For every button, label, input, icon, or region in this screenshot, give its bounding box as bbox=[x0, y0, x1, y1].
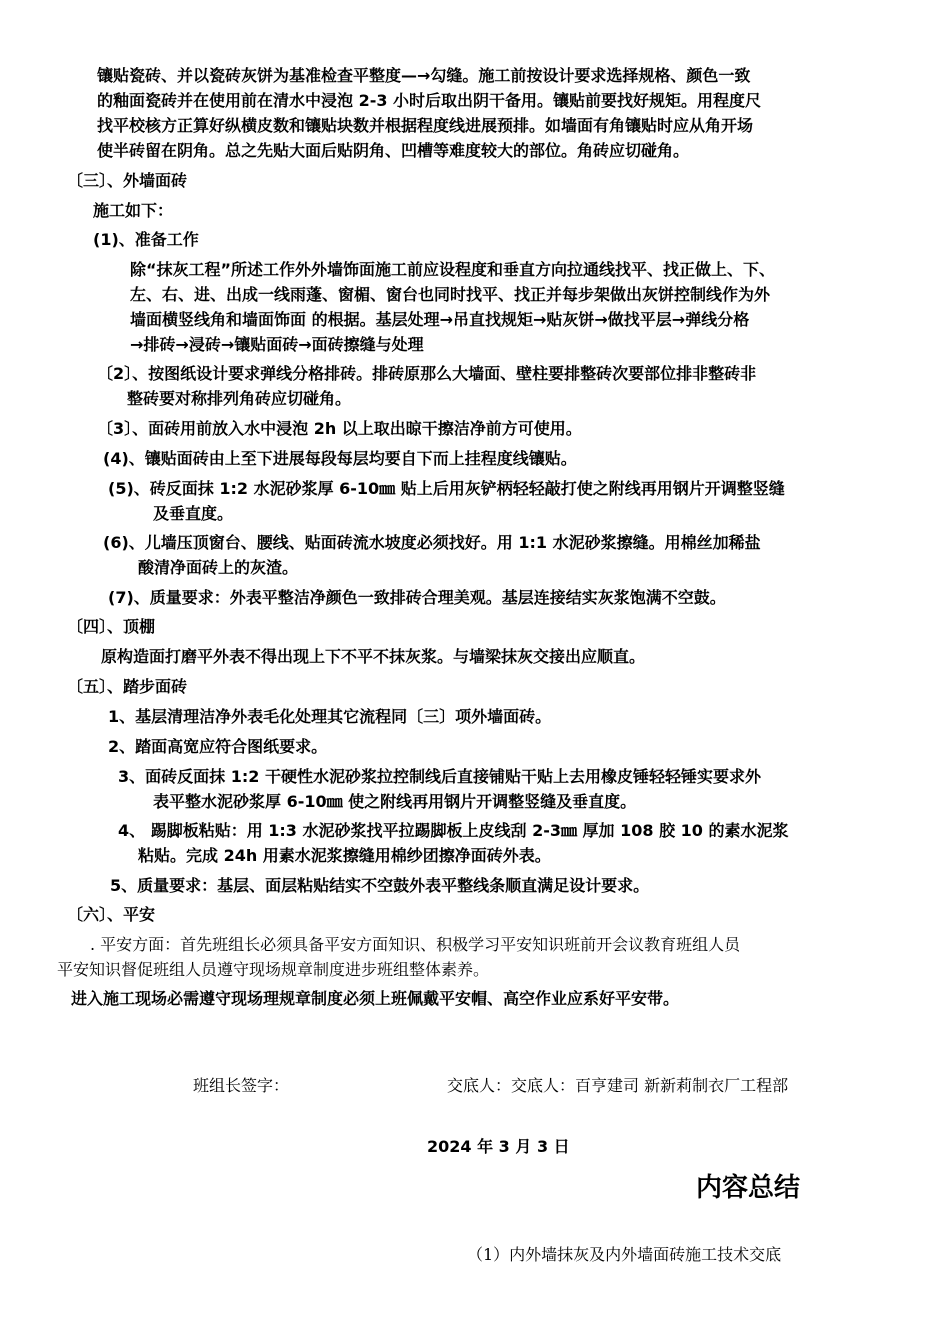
body-line-4: 使半砖留在阴角。总之先贴大面后贴阴角、凹槽等难度较大的部位。角砖应切碰角。 bbox=[97, 141, 690, 160]
item-5-line-2: 及垂直度。 bbox=[153, 504, 234, 523]
section-heading-5: 〔五〕、踏步面砖 bbox=[67, 677, 188, 696]
step-item-5: 5、质量要求：基层、面层粘贴结实不空鼓外表平整线条顺直满足设计要求。 bbox=[110, 876, 650, 895]
body-line-3: 找平校核方正算好纵横皮数和镶贴块数并根据程度线进展预排。如墙面有角镶贴时应从角开场 bbox=[97, 116, 754, 135]
summary-item: （1）内外墙抹灰及内外墙面砖施工技术交底 bbox=[467, 1245, 782, 1264]
body-line-prep-3: 墙面横竖线角和墙面饰面 的根据。基层处理→吊直找规矩→贴灰饼→做找平层→弹线分格 bbox=[130, 310, 750, 329]
item-6-line-2: 酸清净面砖上的灰渣。 bbox=[138, 558, 299, 577]
body-line-1: 镶贴瓷砖、并以瓷砖灰饼为基准检查平整度—→勾缝。施工前按设计要求选择规格、颜色一致 bbox=[97, 66, 751, 85]
section-heading-3: 〔三〕、外墙面砖 bbox=[67, 171, 188, 190]
body-line-prep-4: →排砖→浸砖→镶贴面砖→面砖擦缝与处理 bbox=[130, 335, 424, 354]
section-heading-4: 〔四〕、顶棚 bbox=[67, 617, 156, 636]
ceiling-line: 原构造面打磨平外表不得出现上下不平不抹灰浆。与墙梁抹灰交接出应顺直。 bbox=[101, 647, 646, 666]
item-2-line-1: 〔2〕、按图纸设计要求弹线分格排砖。排砖原那么大墙面、壁柱要排整砖次要部位排非整砖非 bbox=[97, 364, 757, 383]
step-item-4-line-1: 4、 踢脚板粘贴：用 1:3 水泥砂浆找平拉踢脚板上皮线刮 2-3㎜ 厚加 108 胶 10 的素水泥浆 bbox=[118, 821, 789, 840]
section-heading-6: 〔六〕、平安 bbox=[67, 905, 156, 924]
step-item-1: 1、基层清理洁净外表毛化处理其它流程同〔三〕项外墙面砖。 bbox=[108, 707, 552, 726]
item-3-line: 〔3〕、面砖用前放入水中浸泡 2h 以上取出晾干擦洁净前方可使用。 bbox=[97, 419, 582, 438]
team-leader-signature-label: 班组长签字： bbox=[193, 1076, 290, 1095]
subheading-preparation: (1)、准备工作 bbox=[93, 230, 199, 249]
item-7-line: (7)、质量要求：外表平整洁净颜色一致排砖合理美观。基层连接结实灰浆饱满不空鼓。 bbox=[108, 588, 726, 607]
step-item-2: 2、踏面高宽应符合图纸要求。 bbox=[108, 737, 328, 756]
step-item-3-line-1: 3、面砖反面抹 1:2 干硬性水泥砂浆拉控制线后直接铺贴干贴上去用橡皮锤轻轻锤实要求外 bbox=[118, 767, 761, 786]
body-line-2: 的釉面瓷砖并在使用前在清水中浸泡 2-3 小时后取出阴干备用。镶贴前要找好规矩。用程度尺 bbox=[97, 91, 762, 110]
body-line-construction: 施工如下： bbox=[93, 201, 174, 220]
step-item-3-line-2: 表平整水泥砂浆厚 6-10㎜ 使之附线再用钢片开调整竖缝及垂直度。 bbox=[153, 792, 637, 811]
item-5-line-1: (5)、砖反面抹 1:2 水泥砂浆厚 6-10㎜ 贴上后用灰铲柄轻轻敲打使之附线再用钢片开调整竖缝 bbox=[108, 479, 785, 498]
item-4-line: (4)、镶贴面砖由上至下进展每段每层均要自下而上挂程度线镶贴。 bbox=[103, 449, 577, 468]
body-line-prep-2: 左、右、进、出成一线雨蓬、窗楣、窗台也同时找平、找正并每步架做出灰饼控制线作为外 bbox=[130, 285, 771, 304]
safety-line-2: 平安知识督促班组人员遵守现场规章制度进步班组整体素养。 bbox=[57, 960, 490, 979]
item-6-line-1: (6)、儿墙压顶窗台、腰线、贴面砖流水坡度必须找好。用 1:1 水泥砂浆擦缝。用棉丝加稀盐 bbox=[103, 533, 761, 552]
document-date: 2024 年 3 月 3 日 bbox=[427, 1137, 570, 1156]
safety-line-3: 进入施工现场必需遵守现场理规章制度必须上班佩戴平安帽、高空作业应系好平安带。 bbox=[71, 989, 680, 1008]
body-line-prep-1: 除“抹灰工程”所述工作外外墙饰面施工前应设程度和垂直方向拉通线找平、找正做上、下、 bbox=[130, 260, 776, 279]
handover-person: 交底人：交底人：百亨建司 新新莉制衣厂工程部 bbox=[447, 1076, 789, 1095]
item-2-line-2: 整砖要对称排列角砖应切碰角。 bbox=[127, 389, 352, 408]
safety-line-1: . 平安方面：首先班组长必须具备平安方面知识、积极学习平安知识班前开会议教育班组人员 bbox=[90, 935, 741, 954]
step-item-4-line-2: 粘贴。完成 24h 用素水泥浆擦缝用棉纱团擦净面砖外表。 bbox=[138, 846, 551, 865]
summary-heading: 内容总结 bbox=[696, 1173, 801, 1203]
